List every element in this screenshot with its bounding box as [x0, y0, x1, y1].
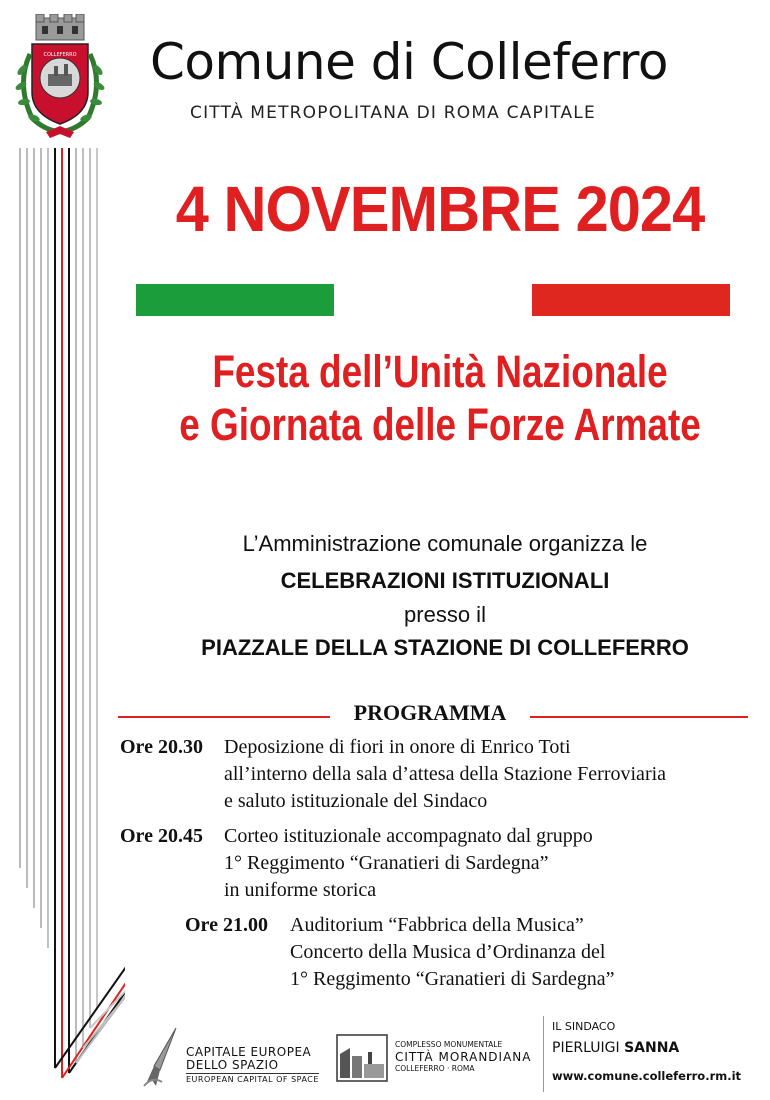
schedule-item-3	[290, 912, 615, 993]
schedule-item-1-line: all’interno della sala d’attesa della Stazione Ferroviaria	[224, 763, 667, 785]
intro-presso: presso il	[404, 602, 486, 627]
capitale-spazio-logo-text	[186, 1046, 319, 1086]
flag-white-band	[334, 284, 532, 316]
schedule-item-3-line: Concerto della Musica d’Ordinanza del	[290, 941, 606, 963]
town-crest-logo	[10, 14, 110, 140]
schedule-item-1	[224, 734, 666, 815]
event-title-line2: e Giornata delle Forze Armate	[179, 399, 701, 450]
event-title-line1: Festa dell’Unità Nazionale	[212, 346, 668, 397]
svg-text:COLLEFERRO: COLLEFERRO	[43, 52, 77, 58]
schedule-time-3: Ore 21.00	[185, 914, 268, 936]
metropolitan-city-subtitle: CITTÀ METROPOLITANA DI ROMA CAPITALE	[190, 103, 596, 123]
intro-organizes: L’Amministrazione comunale organizza le	[242, 531, 648, 556]
flag-green-band	[136, 284, 334, 316]
decorative-stripes	[15, 148, 125, 1088]
schedule-item-1-line: Deposizione di fiori in onore di Enrico Toti	[224, 736, 571, 758]
schedule-time-1: Ore 20.30	[120, 736, 203, 758]
citta-morandiana-logo	[336, 1034, 388, 1082]
intro-location: PIAZZALE DELLA STAZIONE DI COLLEFERRO	[201, 635, 689, 660]
sindaco-label: IL SINDACO	[552, 1020, 616, 1033]
sindaco-first-name: PIERLUIGI	[552, 1040, 620, 1056]
complesso-line2: CITTÀ MORANDIANA	[395, 1050, 532, 1064]
schedule-item-2-line: Corteo istituzionale accompagnato dal gruppo	[224, 825, 593, 847]
event-date: 4 NOVEMBRE 2024	[175, 173, 705, 245]
schedule-item-2-line: 1° Reggimento “Granatieri di Sardegna”	[224, 852, 549, 874]
complesso-line3: COLLEFERRO · ROMA	[395, 1064, 475, 1073]
schedule-item-3-line: Auditorium “Fabbrica della Musica”	[290, 914, 584, 936]
footer-separator	[543, 1016, 544, 1092]
schedule-item-2-line: in uniforme storica	[224, 879, 377, 901]
schedule-item-3-line: 1° Reggimento “Granatieri di Sardegna”	[290, 968, 615, 990]
rocket-icon	[140, 1026, 182, 1088]
italian-flag-band	[136, 284, 730, 316]
programma-heading: PROGRAMMA	[353, 700, 507, 725]
schedule-item-1-line: e saluto istituzionale del Sindaco	[224, 790, 488, 812]
town-name-heading: Comune di Colleferro	[150, 33, 668, 91]
complesso-line1: COMPLESSO MONUMENTALE	[395, 1040, 503, 1049]
programma-rule-right	[530, 716, 748, 718]
schedule-time-2: Ore 20.45	[120, 825, 203, 847]
programma-rule-left	[118, 716, 330, 718]
intro-celebrations: CELEBRAZIONI ISTITUZIONALI	[280, 568, 610, 593]
capitale-line3: EUROPEAN CAPITAL OF SPACE	[186, 1075, 319, 1084]
capitale-line2: DELLO SPAZIO	[186, 1059, 319, 1074]
sindaco-name	[552, 1040, 679, 1056]
event-title	[178, 345, 703, 451]
website-link[interactable]: www.comune.colleferro.rm.it	[552, 1069, 742, 1083]
sindaco-last-name: SANNA	[624, 1040, 680, 1056]
flag-red-band	[532, 284, 730, 316]
citta-morandiana-text	[395, 1040, 531, 1074]
schedule-item-2	[224, 823, 593, 904]
capitale-line1: CAPITALE EUROPEA	[186, 1045, 312, 1059]
